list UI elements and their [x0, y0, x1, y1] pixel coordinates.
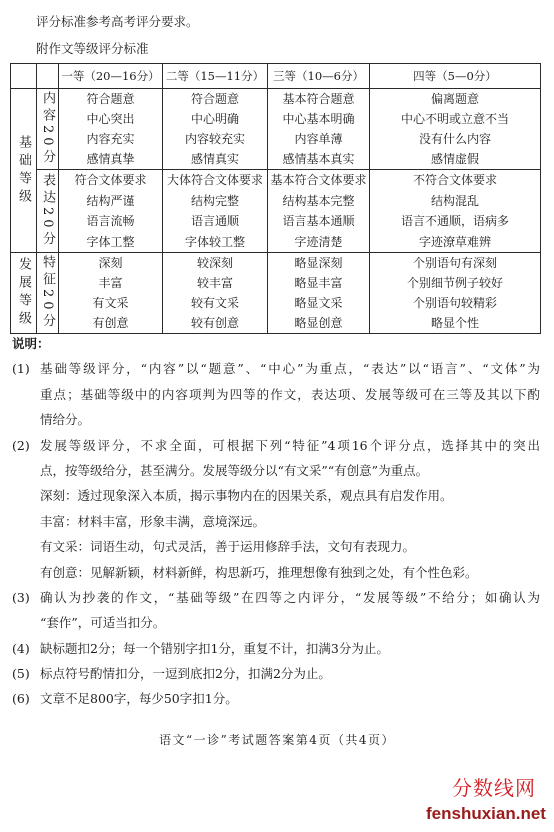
note-definition: 深刻：透过现象深入本质，揭示事物内在的因果关系，观点具有启发作用。 — [40, 488, 453, 504]
criterion-cell — [37, 253, 59, 334]
grade-cell-line: 深刻 — [98, 256, 123, 270]
note-definition: 有创意：见解新颖，材料新鲜，构思新巧，推理想像有独到之处，有个性色彩。 — [40, 564, 478, 580]
grade-cell-line: 不符合文体要求 — [412, 173, 497, 187]
note-definition: 丰富：材料丰富，形象丰满，意境深远。 — [40, 513, 266, 529]
grade-cell-line: 语言不通顺，语病多 — [400, 214, 509, 228]
grade-cell-line: 字体工整 — [86, 234, 135, 249]
note-number: (4) — [12, 640, 30, 656]
grade-cell-line: 语言通顺 — [190, 214, 239, 228]
criterion-cell — [37, 170, 59, 253]
level-group-label: 基础等级 — [16, 134, 31, 207]
note-line: 情给分。 — [40, 412, 91, 428]
level-group-cell — [11, 89, 37, 253]
grade-cell-line: 内容充实 — [86, 132, 135, 146]
note-line: 缺标题扣2分；每一个错别字扣1分，重复不计，扣满3分为止。 — [40, 640, 389, 656]
grade-cell — [163, 253, 268, 334]
note-number: (3) — [12, 589, 30, 605]
notes-section — [0, 331, 554, 712]
grade-cell-line: 内容较充实 — [184, 132, 245, 146]
grade-cell-line: 丰富 — [98, 276, 123, 290]
grade-cell-line: 字体较工整 — [184, 234, 245, 249]
note-line: 点，按等级给分，甚至满分。发展等级分以“有文采”“有创意”为重点。 — [40, 462, 429, 478]
grade-cell-line: 个别语句较精彩 — [412, 296, 497, 310]
criterion-wrap — [37, 253, 58, 333]
header-corner-cell — [37, 64, 59, 89]
grade-cell-line: 大体符合文体要求 — [166, 173, 263, 187]
grade-cell-line: 中心不明或立意不当 — [400, 112, 509, 126]
rubric-body — [11, 89, 541, 334]
grade-cell-line: 偏离题意 — [430, 92, 479, 106]
grade-cell-line: 较有文采 — [190, 296, 239, 310]
note-line: 确认为抄袭的作文，“基础等级”在四等之内评分，“发展等级”不给分；如确认为 — [40, 589, 540, 605]
note-line: 标点符号酌情扣分，一逗到底扣2分，扣满2分为止。 — [40, 666, 331, 682]
note-line: “套作”，可适当扣分。 — [40, 615, 166, 631]
header-corner-cell — [11, 64, 37, 89]
grade-cell-line: 略显深刻 — [294, 256, 343, 270]
note-number: (6) — [12, 691, 30, 707]
grade-cell-line: 中心基本明确 — [282, 112, 355, 126]
grade-cell-line: 有文采 — [92, 296, 129, 310]
grade-cell-line: 感情虚假 — [430, 152, 479, 166]
grade-cell — [163, 170, 268, 253]
note-number: (2) — [12, 437, 30, 453]
note-line: 基础等级评分，“内容”以“题意”、“中心”为重点，“表达”以“语言”、“文体”为 — [40, 361, 540, 377]
criterion-label: 内容20分 — [40, 91, 55, 167]
grade-cell-line: 较有创意 — [190, 316, 239, 330]
grade-cell-line: 个别语句有深刻 — [412, 256, 497, 270]
grade-cell — [59, 89, 163, 170]
note-definition: 有文采：词语生动，句式灵活，善于运用修辞手法，文句有表现力。 — [40, 539, 416, 555]
note-line: 发展等级评分，不求全面，可根据下列“特征”4项16个评分点，选择其中的突出 — [40, 437, 540, 453]
note-number: (1) — [12, 361, 30, 377]
table-title: 附作文等级评分标准 — [36, 41, 149, 56]
note-line: 重点；基础等级中的内容项判为四等的作文，表达项、发展等级可在三等及其以下酌 — [40, 386, 540, 402]
grade-cell-line: 结构完整 — [190, 193, 239, 208]
grade-cell-line: 中心明确 — [190, 112, 239, 126]
grade-cell-line: 中心突出 — [86, 112, 135, 126]
note-line: 文章不足800字，每少50字扣1分。 — [40, 691, 238, 707]
grade-cell-line: 较深刻 — [196, 256, 233, 270]
watermark-url: fenshuxian.net — [426, 804, 546, 823]
grade-cell-line: 基本符合题意 — [282, 92, 355, 106]
criterion-label: 特征20分 — [40, 255, 55, 331]
notes-title: 说明： — [12, 336, 50, 351]
level-group-wrap — [11, 253, 36, 333]
grade-cell — [59, 253, 163, 334]
grade-cell — [268, 89, 370, 170]
grade-cell-line: 符合文体要求 — [74, 173, 147, 187]
grade-cell-line: 字迹潦草难辨 — [418, 234, 491, 249]
level-group-wrap — [11, 89, 36, 252]
note-item — [0, 433, 554, 585]
page-footer: 语文“一诊”考试题答案第4页（共4页） — [158, 733, 396, 747]
rubric-table — [10, 63, 541, 334]
grade-cell-line: 符合题意 — [190, 92, 239, 106]
table-row — [11, 253, 541, 334]
grade-cell-line: 结构严谨 — [86, 193, 135, 208]
header-grade-3: 三等（10—6分） — [268, 64, 370, 89]
header-grade-1: 一等（20—16分） — [59, 64, 163, 89]
criterion-wrap — [37, 170, 58, 252]
watermark-logo-text: 分数线网 — [452, 776, 536, 800]
grade-cell-line: 略显创意 — [294, 316, 343, 330]
grade-cell-line: 没有什么内容 — [418, 132, 491, 146]
level-group-cell — [11, 253, 37, 334]
grade-cell-line: 略显丰富 — [294, 276, 343, 290]
grade-cell-line: 个别细节例子较好 — [406, 276, 503, 290]
header-grade-2: 二等（15—11分） — [163, 64, 268, 89]
note-item — [0, 356, 554, 432]
level-group-label: 发展等级 — [16, 257, 31, 329]
grade-cell — [268, 253, 370, 334]
grade-cell-line: 字迹清楚 — [294, 234, 343, 249]
grade-cell-line: 较丰富 — [196, 276, 233, 290]
criterion-cell — [37, 89, 59, 170]
grade-cell-line: 感情真挚 — [86, 152, 135, 166]
grade-cell-line: 语言基本通顺 — [282, 214, 355, 228]
grade-cell-line: 符合题意 — [86, 92, 135, 106]
note-item — [0, 636, 554, 661]
grade-cell — [370, 253, 541, 334]
note-item — [0, 585, 554, 636]
grade-cell — [268, 170, 370, 253]
table-row — [11, 170, 541, 253]
grade-cell-line: 基本符合文体要求 — [270, 173, 367, 187]
grade-cell-line: 结构基本完整 — [282, 193, 355, 208]
grade-cell-line: 略显个性 — [430, 316, 479, 330]
table-header-row — [11, 64, 541, 89]
grade-cell — [59, 170, 163, 253]
grade-cell-line: 内容单薄 — [294, 132, 343, 146]
grade-cell-line: 语言流畅 — [86, 214, 135, 228]
grade-cell-line: 有创意 — [92, 316, 129, 330]
grade-cell — [370, 89, 541, 170]
grade-cell — [163, 89, 268, 170]
header-grade-4: 四等（5—0分） — [370, 64, 541, 89]
intro-text: 评分标准参考高考评分要求。 — [36, 14, 199, 29]
note-item — [0, 686, 554, 711]
grade-cell-line: 结构混乱 — [430, 193, 479, 208]
grade-cell-line: 感情真实 — [190, 152, 239, 166]
table-row — [11, 89, 541, 170]
note-item — [0, 661, 554, 686]
note-number: (5) — [12, 666, 30, 682]
grade-cell-line: 略显文采 — [294, 296, 343, 310]
grade-cell — [370, 170, 541, 253]
criterion-wrap — [37, 89, 58, 169]
grade-cell-line: 感情基本真实 — [282, 152, 355, 166]
criterion-label: 表达20分 — [40, 173, 55, 249]
